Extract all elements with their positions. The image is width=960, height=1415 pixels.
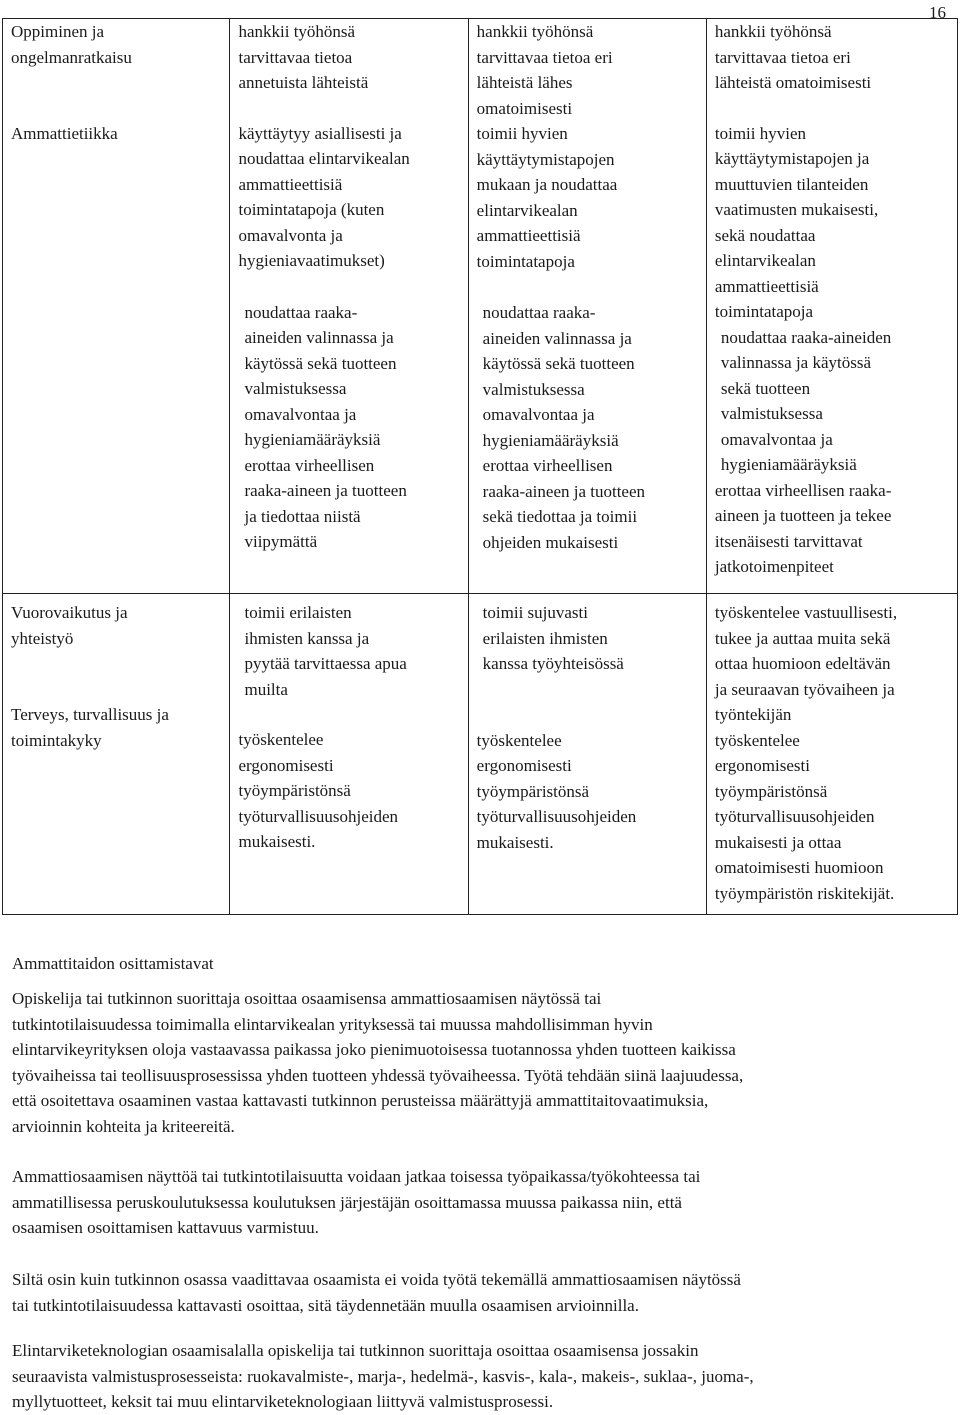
text-line: valmistuksessa (482, 379, 585, 399)
text-line: sekä tiedottaa ja toimii (482, 507, 638, 526)
text-line: toimintakyky (11, 730, 102, 750)
text-line: työympäristönsä (476, 781, 590, 801)
text-line: elintarvikealan (714, 251, 816, 270)
text-line: että osoitettava osaaminen vastaa kattavasti tutkinnon perusteissa määrättyjä ammattitaitovaatimuksia, (12, 1091, 709, 1110)
text-line: mukaisesti. (238, 832, 316, 851)
text-line: omavalvontaa ja (482, 405, 595, 424)
paragraph (12, 1338, 947, 1415)
text-line: työturvallisuusohjeiden (714, 807, 875, 826)
criteria-cell-hyva (468, 594, 706, 915)
text-line: vaatimusten mukaisesti, (714, 200, 879, 219)
text-line: hygieniamääräyksiä (720, 455, 857, 474)
text-line: tarvittavaa tietoa (238, 47, 353, 67)
text-line: tarvittavaa tietoa eri (714, 47, 851, 67)
text-line: myllytuotteet, keksit tai muu elintarviketeknologiaan liittyvä valmistusprosessi. (12, 1392, 554, 1411)
text-line: ammattieettisiä (476, 226, 581, 245)
text-line: käytössä sekä tuotteen (244, 353, 397, 373)
label-oppiminen (11, 19, 223, 70)
section-heading: Ammattitaidon osittamistavat (12, 954, 214, 973)
text-line: työskentelee vastuullisesti, (714, 603, 898, 622)
cell-text (238, 600, 461, 702)
text-line: kanssa työyhteisössä (482, 654, 624, 673)
text-line: aineiden valinnassa ja (482, 328, 632, 348)
text-line: toimintatapoja (476, 251, 575, 271)
text-line: ohjeiden mukaisesti (482, 532, 619, 552)
cell-text (477, 300, 700, 453)
cell-text (715, 728, 951, 907)
text-line: toimii hyvien (714, 123, 807, 143)
text-line: tarvittavaa tietoa eri (476, 47, 613, 67)
cell-text (477, 121, 700, 274)
text-line: hygieniamääräyksiä (244, 430, 381, 449)
cell-text (477, 19, 700, 121)
text-line: mukaisesti ja ottaa (714, 832, 842, 852)
text-line: pyytää tarvittaessa apua (244, 654, 407, 673)
text-line: työntekijän (714, 705, 792, 724)
text-line: työskentelee (714, 730, 800, 750)
text-line: tutkintotilaisuudessa toimimalla elintarvikealan yrityksessä tai muussa mahdollisimman hyvin (12, 1014, 653, 1034)
text-line: omavalvonta ja (238, 225, 343, 245)
text-line: tai tutkintotilaisuudessa kattavasti osoittaa, sitä täydennetään muulla osaamisen arvioinnilla. (12, 1295, 639, 1315)
text-line: sekä noudattaa (714, 225, 816, 245)
text-line: käyttäytyy asiallisesti ja (238, 123, 402, 143)
text-line: työympäristönsä (238, 781, 351, 800)
criteria-cell-kiitettava (706, 594, 957, 915)
text-line: hankkii työhönsä (476, 22, 594, 41)
criteria-label-cell (3, 594, 230, 915)
text-line: työympäristön riskitekijät. (714, 883, 895, 903)
text-line: erottaa virheellisen raaka- (714, 480, 892, 500)
text-line: ja seuraavan työvaiheen ja (714, 679, 895, 699)
text-line: elintarvikeyrityksen oloja vastaavassa paikassa joko pienimuotoisessa tuotannossa yhden tuotteen kaikissa (12, 1040, 736, 1059)
paragraph (12, 1164, 947, 1241)
cell-text (715, 19, 951, 96)
cell-text (715, 325, 951, 478)
text-line: aineiden valinnassa ja (244, 328, 394, 347)
text-line: ammattieettisiä (714, 276, 819, 296)
text-line: noudattaa raaka- (482, 303, 596, 322)
text-line: toimintatapoja (714, 302, 814, 321)
cell-text (477, 600, 700, 677)
text-line: ongelmanratkaisu (11, 47, 132, 67)
cell-text (238, 300, 461, 453)
text-line: elintarvikealan (476, 200, 578, 220)
text-line: viipymättä (244, 532, 318, 551)
criteria-label-cell (3, 19, 230, 594)
text-line: toimintatapoja (kuten (238, 200, 385, 219)
criteria-table (2, 18, 958, 915)
text-line: käytössä sekä tuotteen (482, 354, 635, 373)
text-line: seuraavista valmistusprosesseista: ruokavalmiste-, marja-, hedelmä-, kasvis-, kala-, makeis-, suklaa-, juoma-, (12, 1366, 754, 1386)
text-line: Ammattiosaamisen näyttöä tai tutkintotilaisuutta voidaan jatkaa toisessa työpaikassa/työkohteessa tai (12, 1167, 701, 1186)
text-line: ammattieettisiä (238, 174, 343, 194)
text-line: omavalvontaa ja (720, 429, 833, 449)
text-line: toimii hyvien (476, 124, 568, 143)
text-line: hankkii työhönsä (238, 22, 356, 41)
text-line: osaamisen osoittamisen kattavuus varmistuu. (12, 1218, 319, 1237)
text-line: noudattaa elintarvikealan (238, 149, 410, 168)
page-number: 16 (929, 3, 946, 22)
table-row (3, 19, 958, 594)
table-row (3, 594, 958, 915)
text-line: ergonomisesti (476, 756, 572, 775)
text-line: aineen ja tuotteen ja tekee (714, 506, 892, 525)
criteria-cell-tyydyttava (230, 594, 468, 915)
text-line: yhteistyö (11, 628, 74, 648)
cell-text (238, 727, 461, 855)
text-line: Terveys, turvallisuus ja (11, 705, 169, 724)
text-line: ottaa huomioon edeltävän (714, 654, 891, 673)
text-line: Opiskelija tai tutkinnon suorittaja osoittaa osaamisensa ammattiosaamisen näytössä tai (12, 989, 602, 1008)
cell-text (715, 600, 951, 728)
text-line: mukaisesti. (476, 832, 554, 852)
text-line: ergonomisesti (238, 755, 334, 775)
label-vuorovaikutus (11, 600, 223, 651)
cell-text (477, 453, 700, 555)
text-line: työturvallisuusohjeiden (238, 806, 399, 826)
text-line: Elintarviketeknologian osaamisalalla opiskelija tai tutkinnon suorittaja osoittaa osaamisensa jossakin (12, 1341, 699, 1360)
text-line: hygieniamääräyksiä (482, 430, 619, 450)
text-line: ja tiedottaa niistä (244, 506, 361, 526)
text-line: omatoimisesti huomioon (714, 858, 884, 877)
text-line: hankkii työhönsä (714, 22, 832, 41)
criteria-cell-kiitettava (706, 19, 957, 594)
text-line: omatoimisesti (476, 98, 573, 118)
text-line: raaka-aineen ja tuotteen (244, 481, 407, 500)
text-line: lähteistä omatoimisesti (714, 73, 872, 92)
text-line: ihmisten kanssa ja (244, 628, 370, 648)
paragraph (12, 1267, 947, 1318)
text-line: toimii erilaisten (244, 603, 352, 622)
text-line: Vuorovaikutus ja (11, 603, 128, 622)
criteria-cell-hyva (468, 19, 706, 594)
text-line: ammatillisessa peruskoulutuksessa koulutuksen järjestäjän osoittamassa muussa paikassa niin, että (12, 1192, 682, 1212)
criteria-cell-tyydyttava (230, 19, 468, 594)
text-line: työvaiheissa tai teollisuusprosessissa yhden tuotteen yhdessä työvaiheessa. Työtä tehdään siinä laajuudessa, (12, 1065, 744, 1085)
text-line: muuttuvien tilanteiden (714, 174, 869, 194)
text-line: Oppiminen ja (11, 22, 105, 41)
text-line: lähteistä lähes (476, 73, 573, 92)
text-line: muilta (244, 679, 288, 699)
text-line: työympäristönsä (714, 781, 828, 801)
text-line: noudattaa raaka- (244, 302, 358, 322)
text-line: tukee ja auttaa muita sekä (714, 628, 891, 648)
text-line: omavalvontaa ja (244, 404, 357, 424)
text-line: annetuista lähteistä (238, 73, 369, 92)
label-ammattietiikka (11, 121, 223, 147)
label-terveys (11, 702, 223, 753)
text-line: työturvallisuusohjeiden (476, 807, 637, 826)
text-line: ergonomisesti (714, 756, 810, 775)
text-line: valmistuksessa (244, 379, 347, 398)
text-line: työskentelee (476, 730, 562, 750)
text-line: itsenäisesti tarvittavat (714, 531, 863, 551)
text-line: hygieniavaatimukset) (238, 251, 385, 270)
paragraph (12, 986, 947, 1139)
cell-text (238, 19, 461, 96)
text-line: jatkotoimenpiteet (714, 557, 834, 576)
text-line: toimii sujuvasti (482, 603, 588, 622)
cell-text (715, 121, 951, 325)
text-line: käyttäytymistapojen (476, 149, 615, 169)
text-line: noudattaa raaka-aineiden (720, 327, 892, 347)
text-line: Ammattietiikka (11, 124, 118, 143)
text-line: mukaan ja noudattaa (476, 175, 618, 194)
text-line: erottaa virheellisen (482, 456, 613, 475)
cell-text (477, 728, 700, 856)
text-line: valmistuksessa (720, 404, 823, 423)
text-line: erilaisten ihmisten (482, 628, 608, 648)
text-line: Siltä osin kuin tutkinnon osassa vaadittavaa osaamista ei voida työtä tekemällä ammattiosaamisen näytössä (12, 1270, 741, 1289)
text-line: arvioinnin kohteita ja kriteereitä. (12, 1116, 235, 1136)
text-line: työskentelee (238, 730, 324, 749)
text-line: raaka-aineen ja tuotteen (482, 481, 646, 501)
text-line: sekä tuotteen (720, 378, 811, 398)
cell-text (238, 121, 461, 274)
cell-text (715, 478, 951, 580)
text-line: käyttäytymistapojen ja (714, 149, 870, 168)
text-line: valinnassa ja käytössä (720, 353, 872, 372)
text-line: erottaa virheellisen (244, 455, 375, 475)
cell-text (238, 453, 461, 555)
